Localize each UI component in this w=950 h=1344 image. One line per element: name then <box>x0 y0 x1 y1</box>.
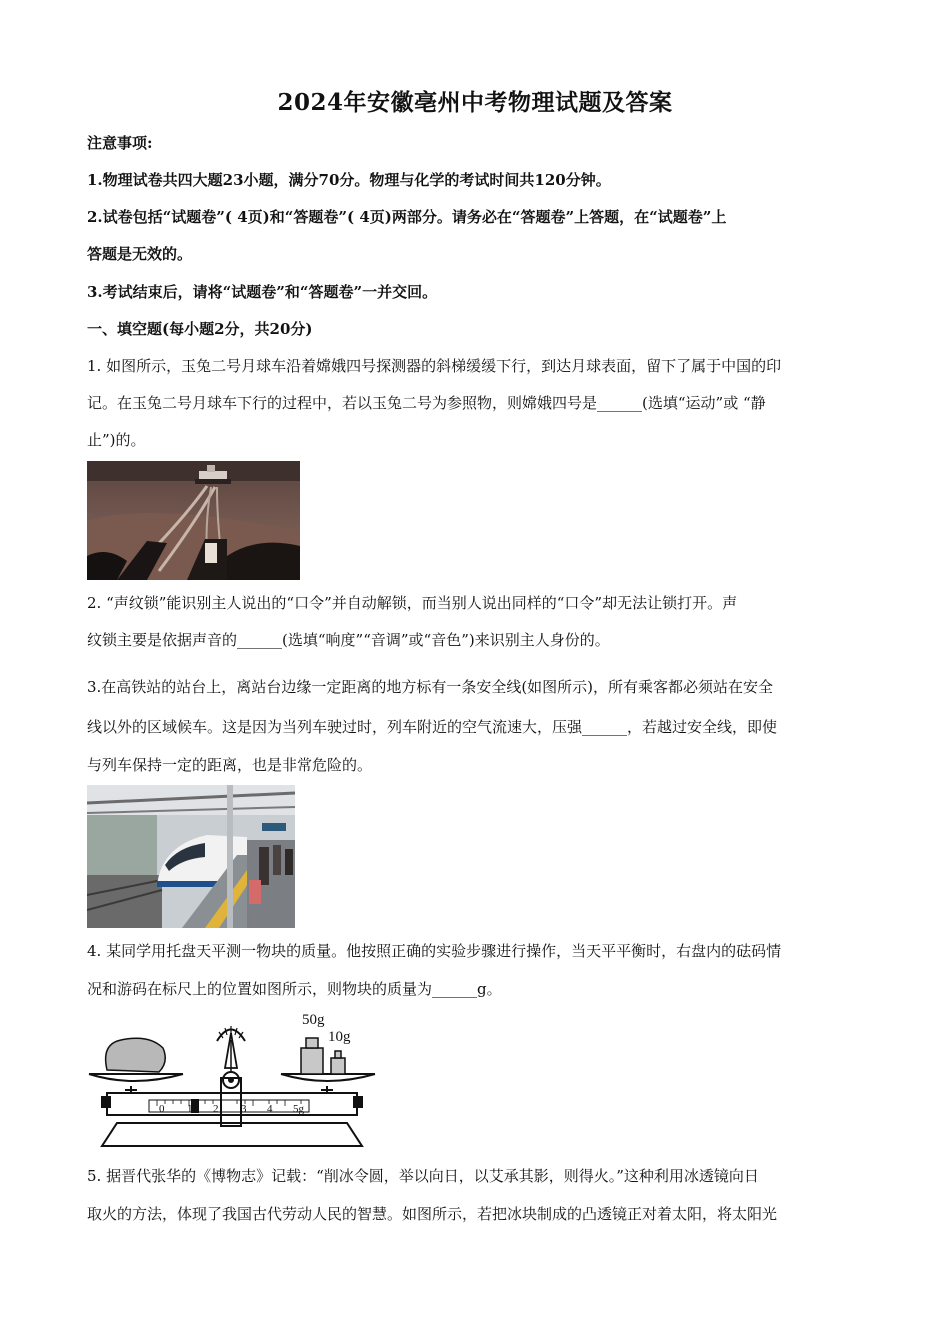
scale-tick-1: 1 <box>187 1103 193 1115</box>
notice-heading: 注意事项: <box>87 134 153 152</box>
scale-tick-0: 0 <box>159 1103 165 1115</box>
scale-tick-2: 2 <box>213 1103 219 1115</box>
page-title: 2024年安徽亳州中考物理试题及答案 <box>277 89 673 116</box>
weight-10g-label: 10g <box>328 1029 351 1045</box>
question-2-line-1: 2. “声纹锁”能识别主人说出的“口令”并自动解锁，而当别人说出同样的“口令”却无法让锁打开。声 <box>87 594 738 612</box>
scale-tick-5: 5g <box>293 1103 304 1115</box>
question-3-line-2: 线以外的区域候车。这是因为当列车驶过时，列车附近的空气流速大，压强______，若越过安全线，即使 <box>87 718 778 736</box>
question-3-line-1: 3.在高铁站的站台上，离站台边缘一定距离的地方标有一条安全线(如图所示)，所有乘客都必须站在安全 <box>87 678 774 696</box>
scale-tick-3: 3 <box>241 1103 247 1115</box>
scale-tick-4: 4 <box>267 1103 273 1115</box>
question-1-line-1: 1. 如图所示，玉兔二号月球车沿着嫦娥四号探测器的斜梯缓缓下行，到达月球表面，留下了属于中国的印 <box>87 357 782 375</box>
section-1-heading: 一、填空题(每小题2分，共20分) <box>87 320 313 338</box>
question-5-line-1: 5. 据晋代张华的《博物志》记载：“削冰令圆，举以向日，以艾承其影，则得火。”这种利用冰透镜向日 <box>87 1167 759 1185</box>
question-2-line-2: 纹锁主要是依据声音的______(选填“响度”“音调”或“音色”)来识别主人身份的。 <box>87 631 610 649</box>
moon-rover-photo <box>87 461 300 580</box>
notice-item-2-line-2: 答题是无效的。 <box>87 245 193 263</box>
notice-item-3: 3.考试结束后，请将“试题卷”和“答题卷”一并交回。 <box>87 283 438 301</box>
question-3-line-3: 与列车保持一定的距离，也是非常危险的。 <box>87 756 373 774</box>
question-4-line-1: 4. 某同学用托盘天平测一物块的质量。他按照正确的实验步骤进行操作，当天平平衡时，右盘内的砝码情 <box>87 942 782 960</box>
notice-item-2-line-1: 2.试卷包括“试题卷”( 4页)和“答题卷”( 4页)两部分。请务必在“答题卷”上答题，在“试题卷”上 <box>87 208 727 226</box>
question-4-line-2: 况和游码在标尺上的位置如图所示，则物块的质量为______g。 <box>87 980 502 998</box>
notice-item-1: 1.物理试卷共四大题23小题，满分70分。物理与化学的考试时间共120分钟。 <box>87 171 611 189</box>
question-1-line-2: 记。在玉兔二号月球车下行的过程中，若以玉兔二号为参照物，则嫦娥四号是______(选填“运动”或 “静 <box>87 394 766 412</box>
weight-50g-label: 50g <box>302 1012 325 1028</box>
high-speed-train-photo <box>87 785 295 928</box>
question-5-line-2: 取火的方法，体现了我国古代劳动人民的智慧。如图所示，若把冰块制成的凸透镜正对着太阳，将太阳光 <box>87 1205 778 1223</box>
question-1-line-3: 止”)的。 <box>87 431 146 449</box>
balance-scale-diagram <box>87 1008 377 1151</box>
